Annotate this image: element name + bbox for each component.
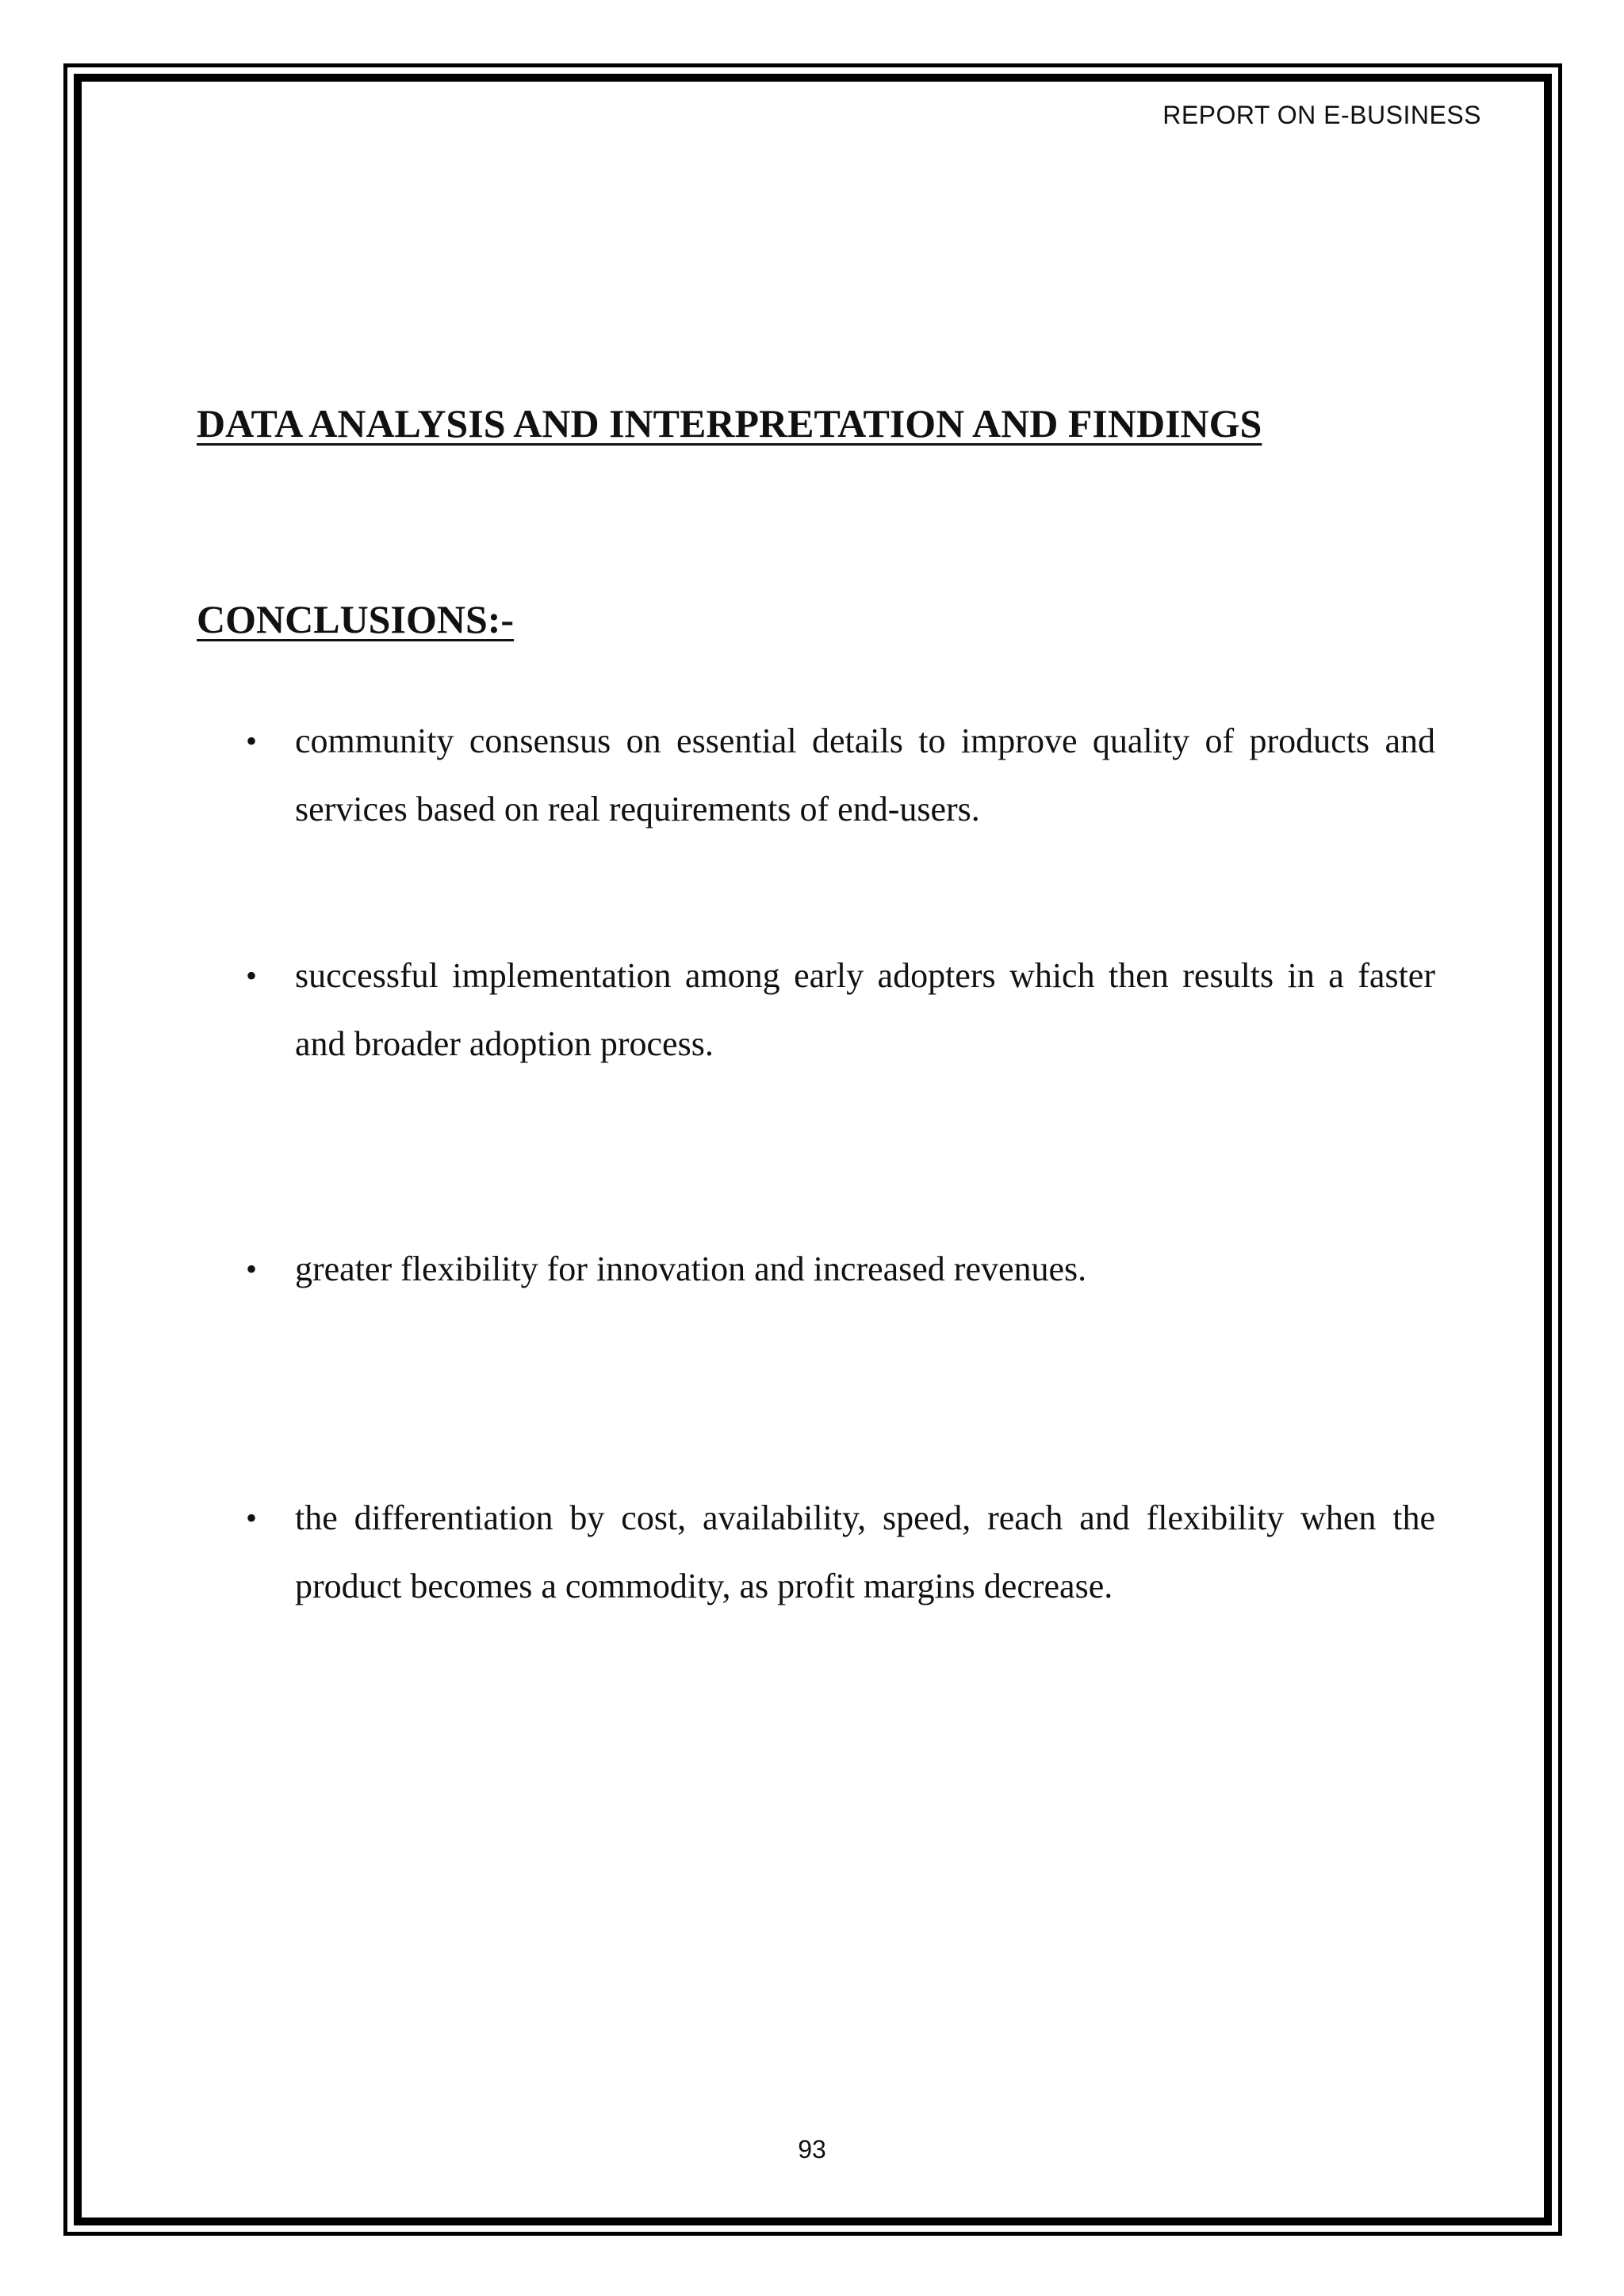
running-header: REPORT ON E-BUSINESS	[1162, 101, 1481, 129]
list-item	[246, 1484, 1435, 1621]
page-number: 93	[798, 2135, 826, 2164]
page-border-inner	[74, 74, 1552, 2225]
list-item	[246, 942, 1435, 1078]
list-item	[246, 707, 1435, 844]
bullet-icon: •	[246, 958, 258, 993]
list-item-text: community consensus on essential details to improve quality of products and services based on real requirements of end-users.	[295, 721, 1435, 828]
list-item-text: the differentiation by cost, availability, speed, reach and flexibility when the product becomes a commodity, as profit margins decrease.	[295, 1498, 1435, 1605]
bullet-icon: •	[246, 1251, 258, 1287]
section-heading-conclusions: CONCLUSIONS:-	[197, 597, 515, 641]
bullet-icon: •	[246, 1500, 258, 1536]
bullet-icon: •	[246, 723, 258, 759]
list-item-text: greater flexibility for innovation and increased revenues.	[295, 1249, 1087, 1288]
list-item	[246, 1235, 1435, 1303]
page-title: DATA ANALYSIS AND INTERPRETATION AND FINDINGS	[197, 401, 1262, 446]
list-item-text: successful implementation among early adopters which then results in a faster and broader adoption process.	[295, 956, 1435, 1063]
